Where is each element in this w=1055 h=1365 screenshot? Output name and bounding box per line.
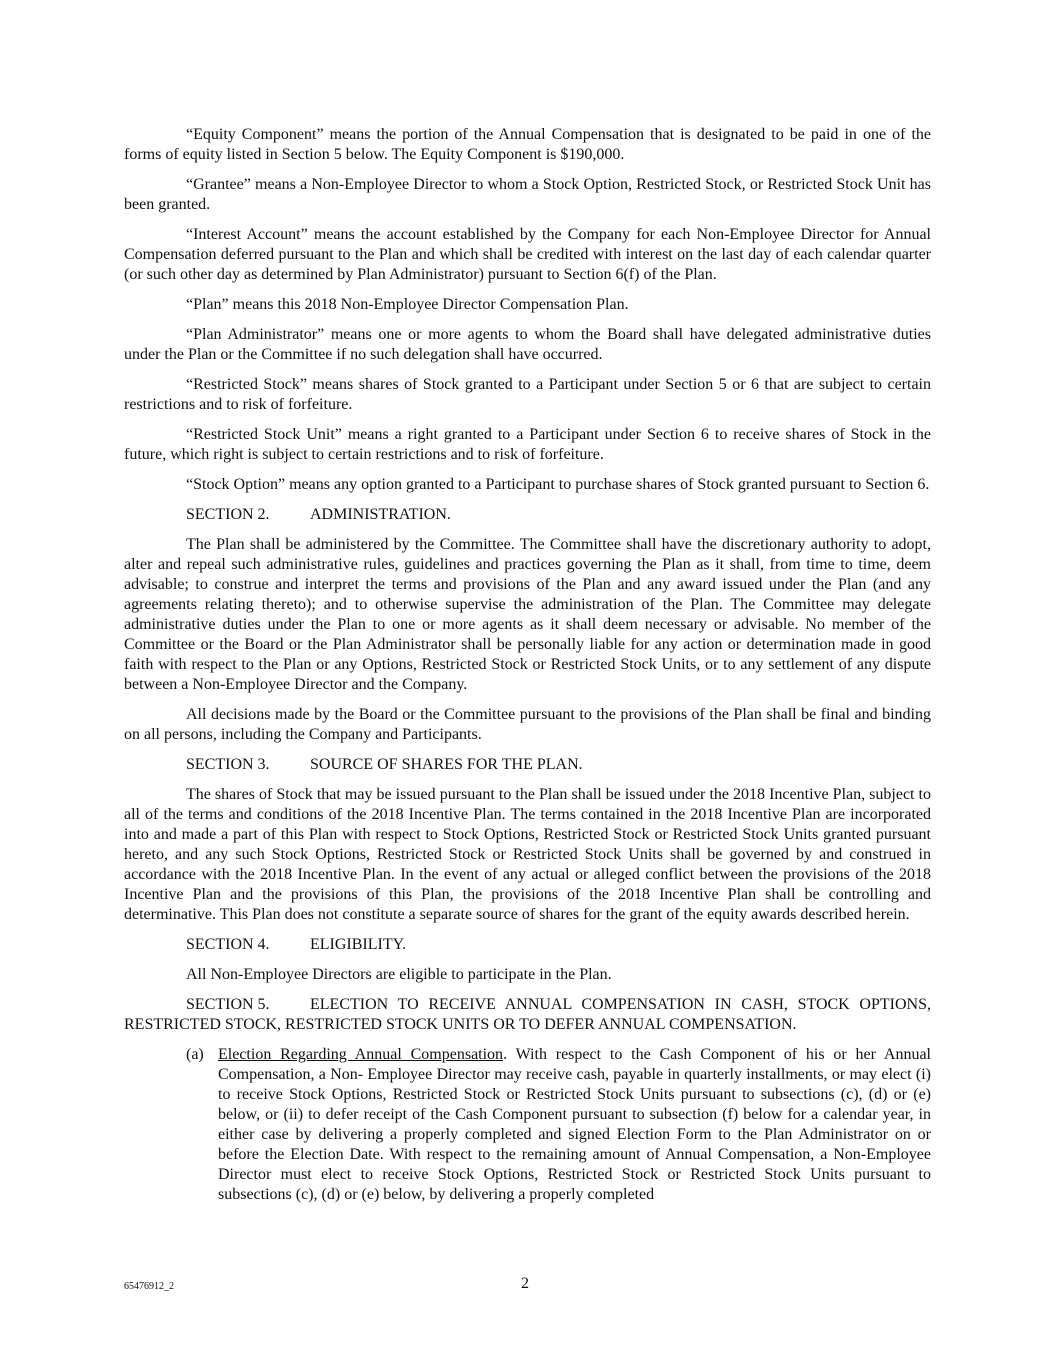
definition-equity-component: “Equity Component” means the portion of the Annual Compensation that is designated to be paid in one of the forms of equity listed in Section 5 below. The Equity Component is $190,000. — [124, 126, 931, 163]
section-4-paragraph: All Non-Employee Directors are eligible to participate in the Plan. — [186, 966, 612, 983]
section-number: SECTION 4. — [186, 936, 270, 953]
section-3-heading — [124, 755, 931, 775]
definition-restricted-stock-unit: “Restricted Stock Unit” means a right granted to a Participant under Section 6 to receive shares of Stock in the future, which right is subject to certain restrictions and to risk of forfeiture. — [124, 426, 931, 463]
subsection-label: (a) — [186, 1046, 204, 1063]
definition-interest-account: “Interest Account” means the account established by the Company for each Non-Employee Director for Annual Compensation deferred pursuant to the Plan and which shall be credited with interest on the last day of each calendar quarter (or such other day as determined by Plan Administrator) pursuant to Section 6(f) of the Plan. — [124, 226, 931, 283]
subsection-a — [186, 1045, 931, 1205]
section-title: ELECTION TO RECEIVE ANNUAL COMPENSATION IN CASH, STOCK OPTIONS, RESTRICTED STOCK, RESTRICTED STOCK UNITS OR TO DEFER ANNUAL COMPENSATION. — [124, 996, 931, 1033]
section-2-paragraph: The Plan shall be administered by the Committee. The Committee shall have the discretionary authority to adopt, alter and repeal such administrative rules, guidelines and practices governing the Plan as it shall, from time to time, deem advisable; to construe and interpret the terms and provisions of the Plan and any award issued under the Plan (and any agreements relating thereto); and to otherwise supervise the administration of the Plan. The Committee may delegate administrative duties under the Plan to one or more agents as it shall deem necessary or advisable. No member of the Committee or the Board or the Plan Administrator shall be personally liable for any action or determination made in good faith with respect to the Plan or any Options, Restricted Stock or Restricted Stock Units, or to any settlement of any dispute between a Non-Employee Director and the Company. — [124, 536, 931, 693]
section-title: SOURCE OF SHARES FOR THE PLAN. — [310, 756, 583, 773]
section-5-heading — [124, 995, 931, 1035]
subsection-body: . With respect to the Cash Component of his or her Annual Compensation, a Non- Employee Director may receive cash, payable in quarterly installments, or may elect (i) to receive Stock Options, Restricted Stock or Restricted Stock Units pursuant to subsections (c), (d) or (e) below, or (ii) to defer receipt of the Cash Component pursuant to subsection (f) below for a calendar year, in either case by delivering a properly completed and signed Election Form to the Plan Administrator on or before the Election Date. With respect to the remaining amount of Annual Compensation, a Non-Employee Director must elect to receive Stock Options, Restricted Stock or Restricted Stock Units pursuant to subsections (c), (d) or (e) below, by delivering a properly completed — [218, 1046, 931, 1203]
section-number: SECTION 2. — [186, 506, 270, 523]
section-number: SECTION 3. — [186, 756, 270, 773]
document-id: 65476912_2 — [124, 1281, 174, 1292]
subsection-text — [218, 1045, 931, 1205]
section-title: ELIGIBILITY. — [310, 936, 407, 953]
section-3-paragraph: The shares of Stock that may be issued pursuant to the Plan shall be issued under the 2018 Incentive Plan, subject to all of the terms and conditions of the 2018 Incentive Plan. The terms contained in the 2018 Incentive Plan are incorporated into and made a part of this Plan with respect to Stock Options, Restricted Stock or Restricted Stock Units granted pursuant hereto, and any such Stock Options, Restricted Stock or Restricted Stock Units shall be governed by and construed in accordance with the 2018 Incentive Plan. In the event of any actual or alleged conflict between the provisions of the 2018 Incentive Plan and the provisions of this Plan, the provisions of the 2018 Incentive Plan shall be controlling and determinative. This Plan does not constitute a separate source of shares for the grant of the equity awards described herein. — [124, 786, 931, 923]
section-number: SECTION 5. — [186, 996, 270, 1013]
definition-plan: “Plan” means this 2018 Non-Employee Director Compensation Plan. — [186, 296, 629, 313]
section-4-heading — [124, 935, 931, 955]
definition-plan-administrator: “Plan Administrator” means one or more agents to whom the Board shall have delegated administrative duties under the Plan or the Committee if no such delegation shall have occurred. — [124, 326, 931, 363]
subsection-heading: Election Regarding Annual Compensation — [218, 1046, 504, 1063]
document-page — [124, 125, 931, 1205]
section-2-heading — [124, 505, 931, 525]
section-title: ADMINISTRATION. — [310, 506, 451, 523]
definition-grantee: “Grantee” means a Non-Employee Director to whom a Stock Option, Restricted Stock, or Restricted Stock Unit has been granted. — [124, 176, 931, 213]
definition-stock-option: “Stock Option” means any option granted to a Participant to purchase shares of Stock granted pursuant to Section 6. — [186, 476, 930, 493]
section-2-paragraph: All decisions made by the Board or the Committee pursuant to the provisions of the Plan shall be final and binding on all persons, including the Company and Participants. — [124, 706, 931, 743]
page-number: 2 — [521, 1275, 529, 1292]
definition-restricted-stock: “Restricted Stock” means shares of Stock granted to a Participant under Section 5 or 6 that are subject to certain restrictions and to risk of forfeiture. — [124, 376, 931, 413]
